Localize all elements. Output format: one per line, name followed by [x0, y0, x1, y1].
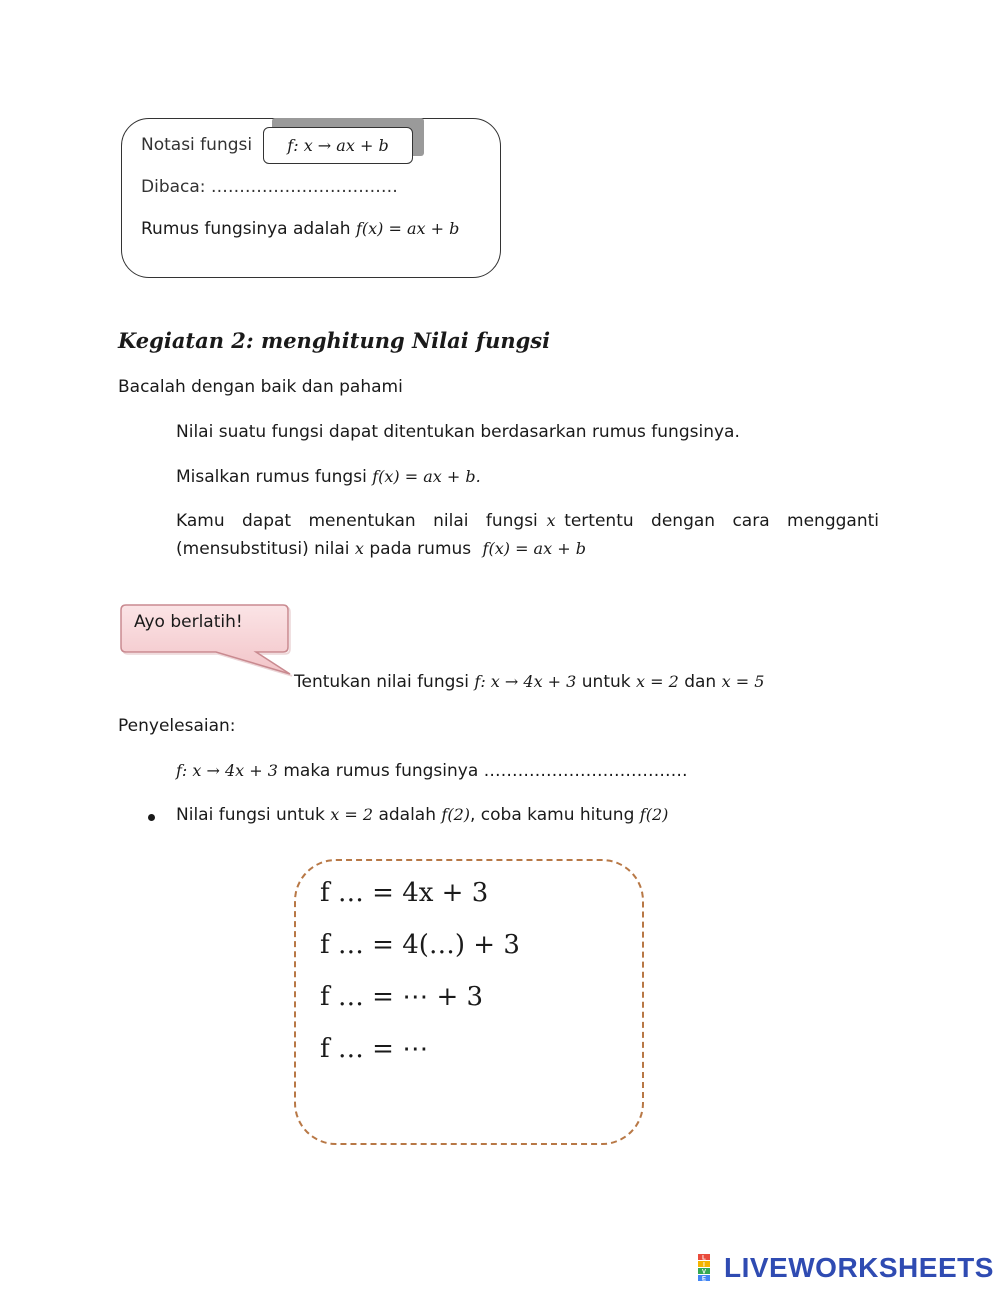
bullet-f: f(2) — [441, 805, 470, 824]
solution-formula: f: x → 4x + 3 — [176, 761, 278, 780]
icon-letter-i: I — [703, 1262, 705, 1269]
task-x2: x = 5 — [721, 672, 765, 691]
icon-letter-e: E — [701, 1276, 707, 1282]
p3-line2-formula: f(x) = ax + b — [482, 539, 586, 558]
solution-text[interactable]: maka rumus fungsinya ……………………………… — [283, 761, 688, 781]
paragraph-2-text: Misalkan rumus fungsi — [176, 467, 367, 487]
p3-line2-b: pada rumus — [369, 539, 472, 559]
rule-formula: f(x) = ax + b — [355, 219, 460, 238]
task-line — [294, 672, 764, 692]
answer-line-3[interactable]: f … = ⋯ + 3 — [320, 982, 484, 1012]
task-x1: x = 2 — [636, 672, 679, 691]
rule-text: Rumus fungsinya adalah — [141, 219, 351, 239]
notation-formula: f: x → ax + b — [287, 136, 389, 155]
activity-intro: Bacalah dengan baik dan pahami — [118, 377, 403, 397]
task-and: dan — [684, 672, 717, 692]
p3-line2-a: (mensubstitusi) nilai — [176, 539, 350, 559]
task-formula: f: x → 4x + 3 — [474, 672, 577, 691]
liveworksheets-icon — [698, 1254, 724, 1282]
p3-words-b: tertentu dengan cara mengganti — [564, 511, 879, 531]
bullet-text-a: Nilai fungsi untuk — [176, 805, 325, 825]
paragraph-3-line-1 — [176, 511, 879, 531]
rule-line — [141, 219, 459, 239]
solution-label: Penyelesaian: — [118, 716, 236, 736]
paragraph-3-line-2 — [176, 539, 586, 559]
notation-formula-box — [263, 127, 413, 164]
icon-letter-l: L — [702, 1255, 706, 1262]
paragraph-2-formula: f(x) = ax + b. — [372, 467, 481, 486]
activity-heading: Kegiatan 2: menghitung Nilai fungsi — [118, 328, 551, 353]
bullet-x: x = 2 — [330, 805, 374, 824]
bullet-dot — [148, 814, 155, 821]
answer-line-1[interactable]: f … = 4x + 3 — [320, 878, 489, 908]
brand-name: LIVEWORKSHEETS — [724, 1252, 994, 1283]
p3-line2-var: x — [354, 539, 364, 558]
bullet-f2: f(2) — [639, 805, 669, 824]
task-mid: untuk — [581, 672, 631, 692]
task-text: Tentukan nilai fungsi — [294, 672, 469, 692]
read-label[interactable]: Dibaca: …………………………… — [141, 177, 398, 197]
paragraph-2 — [176, 467, 481, 487]
answer-line-4[interactable]: f … = ⋯ — [320, 1034, 429, 1064]
callout-label: Ayo berlatih! — [134, 612, 243, 632]
bullet-line — [176, 805, 668, 825]
bullet-text-c: , coba kamu hitung — [470, 805, 635, 825]
p3-var: x — [546, 511, 556, 530]
solution-line — [176, 761, 688, 781]
notation-label: Notasi fungsi — [141, 135, 253, 155]
icon-letter-v: V — [701, 1269, 707, 1276]
p3-words-a: Kamu dapat menentukan nilai fungsi — [176, 511, 538, 531]
brand-logo — [698, 1252, 994, 1284]
bullet-text-b: adalah — [378, 805, 436, 825]
paragraph-1: Nilai suatu fungsi dapat ditentukan berdasarkan rumus fungsinya. — [176, 422, 740, 442]
answer-line-2[interactable]: f … = 4(…) + 3 — [320, 930, 520, 960]
